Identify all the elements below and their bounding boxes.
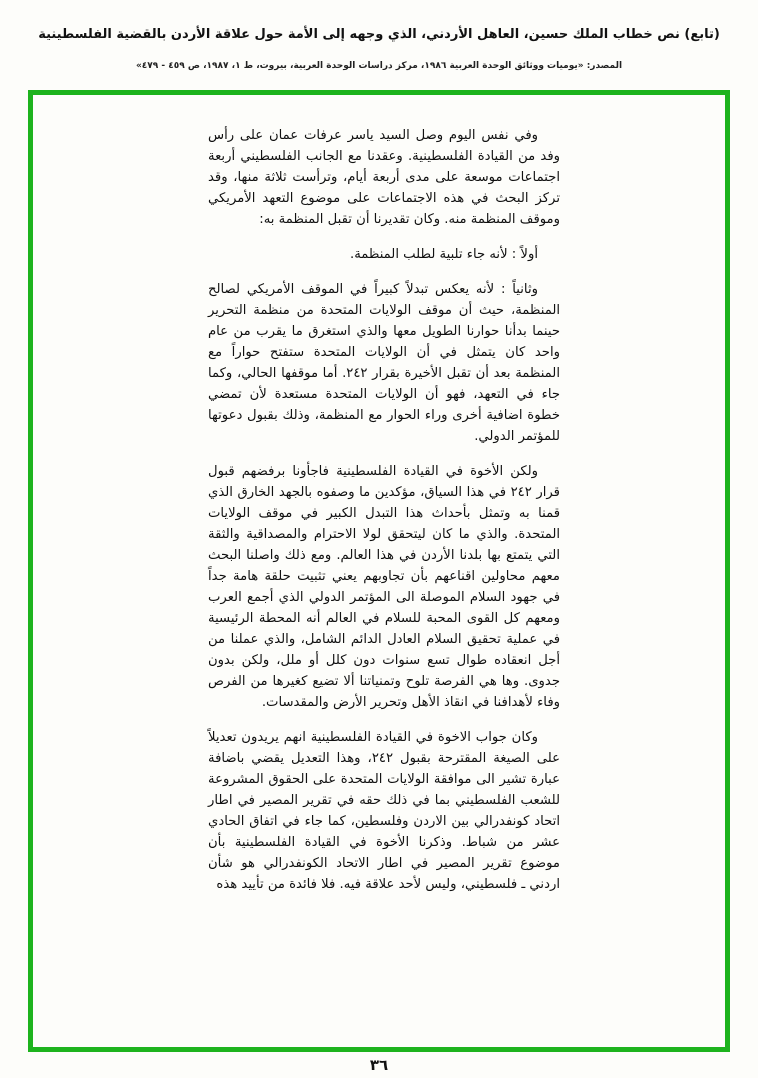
page-number: ٣٦ <box>369 1056 389 1074</box>
document-source-line: المصدر: «يوميات ووثائق الوحدة العربية ١٩٨٦، مركز دراسات الوحدة العربية، بيروت، ط ١، ١٩٨٧، ص ٤٥٩ - ٤٧٩» <box>135 61 623 71</box>
paragraph: ولكن الأخوة في القيادة الفلسطينية فاجأونا برفضهم قبول قرار ٢٤٢ في هذا السياق، مؤكدين ما وصفوه بالجهد الخارق الذي قمنا به وتمثل بأحداث هذا التبدل الكبير في موقف الولايات المتحدة. والذي ما كان ليتحقق لولا الاحترام والمصداقية والثقة التي يتمتع بها بلدنا الأردن في هذا العالم. ومع ذلك واصلنا البحث معهم محاولين اقناعهم بأن تجاوبهم يعني تثبيت حلقة هامة جداً في جهود السلام الموصلة الى المؤتمر الدولي الذي أجمع العرب ومعهم كل القوى المحبة للسلام في العالم أنه المحطة الرئيسية في عملية تحقيق السلام العادل الدائم الشامل، والذي عملنا من أجل انعقاده طوال تسع سنوات دون كلل أو ملل، ولكن بدون جدوى. وها هي الفرصة تلوح وتمنياتنا ألا تضيع كغيرها من الفرص وفاء لأهدافنا في انقاذ الأهل وتحرير الأرض والمقدسات. <box>208 464 560 710</box>
document-header-title: (تابع) نص خطاب الملك حسين، العاهل الأردني، الذي وجهه إلى الأمة حول علاقة الأردن بالقضية الفلسطينية <box>38 27 720 42</box>
paragraph: أولاً : لأنه جاء تلبية لطلب المنظمة. <box>350 247 538 262</box>
paragraph: وثانياً : لأنه يعكس تبدلاً كبيراً في الموقف الأمريكي لصالح المنظمة، حيث أن موقف الولايات المتحدة من منظمة التحرير حينما بدأنا حوارنا الطويل معها والذي استغرق ما يقرب من عام واحد كان يتمثل في أن الولايات المتحدة ستفتح حواراً مع المنظمة بعد أن تقبل الأخيرة بقرار ٢٤٢. أما موقفها الحالي، وكما جاء في التعهد، فهو أن الولايات المتحدة مستعدة لأن تمضي خطوة اضافية أخرى وراء الحوار مع المنظمة، وذلك بقبول دعوتها للمؤتمر الدولي. <box>208 282 560 444</box>
paragraph: وكان جواب الاخوة في القيادة الفلسطينية انهم يريدون تعديلاً على الصيغة المقترحة بقبول ٢٤٢، وهذا التعديل يقضي باضافة عبارة تشير الى موافقة الولايات المتحدة على الحقوق المشروعة للشعب الفلسطيني بما في ذلك حقه في تقرير المصير في اطار اتحاد كونفدرالي بين الاردن وفلسطين، كما جاء في اتفاق الحادي عشر من شباط. وذكرنا الأخوة في القيادة الفلسطينية بأن موضوع تقرير المصير في اطار الاتحاد الكونفدرالي هو شأن اردني ـ فلسطيني، وليس لأحد علاقة فيه. فلا فائدة من تأييد هذه <box>208 730 560 892</box>
paragraph: وفي نفس اليوم وصل السيد ياسر عرفات عمان على رأس وفد من القيادة الفلسطينية. وعقدنا مع الجانب الفلسطيني أربعة اجتماعات موسعة على مدى أربعة أيام، وترأست ثلاثة منها، وقد تركز البحث في هذه الاجتماعات على موضوع التعهد الأمريكي وموقف المنظمة منه. وكان تقديرنا أن تقبل المنظمة به: <box>208 128 560 227</box>
body-text <box>208 125 560 909</box>
content-border-box <box>28 90 730 1052</box>
